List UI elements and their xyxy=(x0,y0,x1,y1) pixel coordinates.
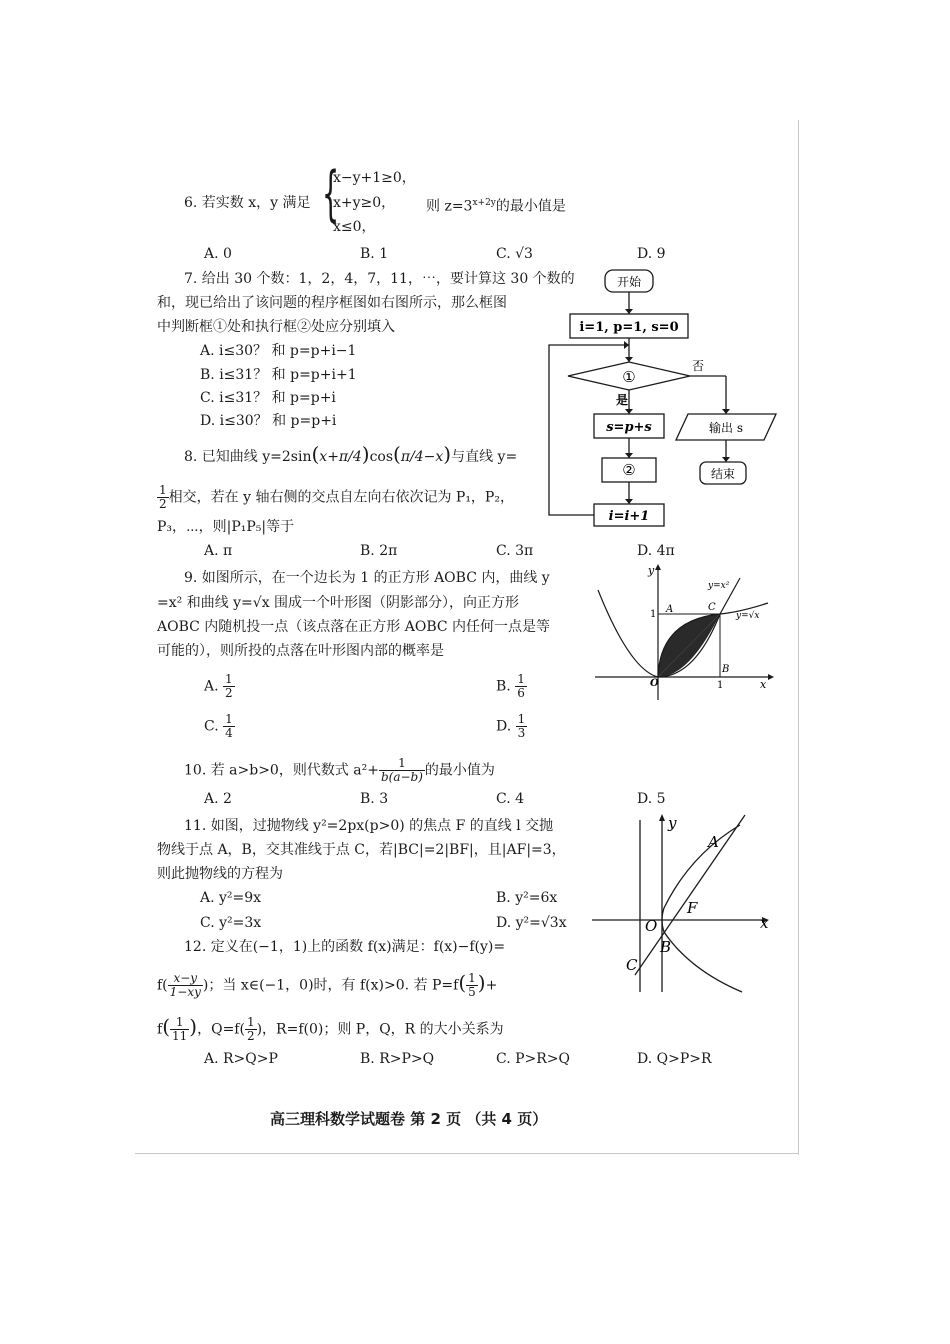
q8-option-d: D. 4π xyxy=(637,543,675,559)
q7-option-b: B. i≤31？ 和 p=p+i+1 xyxy=(200,367,357,383)
q9-option-b-num: 1 xyxy=(517,672,525,686)
q7-line-3: 中判断框①处和执行框②处应分别填入 xyxy=(157,319,395,335)
q12-f-num: 1 xyxy=(170,1016,189,1030)
page-edge xyxy=(798,120,799,1155)
flowchart-init-label: i=1, p=1, s=0 xyxy=(579,320,679,335)
q9-option-c-label: C. xyxy=(204,718,219,735)
q8-line-1b: cos xyxy=(369,449,394,465)
q11-line-1: 11. 如图，过抛物线 y²=2px(p>0) 的焦点 F 的直线 l 交抛 xyxy=(184,818,554,834)
q11-option-d: D. y²=√3x xyxy=(496,915,567,931)
q9-option-d-num: 1 xyxy=(517,712,526,726)
q12-line-2: f( $\frac{x-y}{1-xy}$ )；当 x∈(−1，0)时，有 f(x)>0. 若 P=f( $\frac{1}{5}$ )+ xyxy=(157,970,498,999)
line-l xyxy=(635,815,745,975)
flowchart-no-label: 否 xyxy=(692,359,705,373)
flowchart-yes-label: 是 xyxy=(616,393,629,407)
q9-option-b-label: B. xyxy=(496,678,511,695)
q6-option-c: C. √3 xyxy=(496,246,533,262)
q12-frac-den: 1−xy xyxy=(169,985,201,999)
q6-option-a: A. 0 xyxy=(204,246,232,262)
q12-line-3b: ，Q=f( xyxy=(197,1021,245,1038)
parabola-curve xyxy=(662,825,742,992)
flowchart-output-label: 输出 s xyxy=(709,421,743,435)
flowchart-cond-label: ① xyxy=(622,368,636,386)
leaf-graph-curve1-label: y=x² xyxy=(708,581,730,591)
q12-line-2c: + xyxy=(485,977,498,994)
q12-line-3: f( $\frac{1}{11}$ )，Q=f( $\frac{1}{2}$ )，R=f(0)；则 P，Q，R 的大小关系为 xyxy=(157,1014,504,1043)
page-edge xyxy=(135,1153,799,1154)
leaf-graph-curve2-label: y=√x xyxy=(736,611,760,621)
q12-p-num: 1 xyxy=(468,971,476,985)
q9-option-b-den: 6 xyxy=(517,686,525,700)
q10-frac-den: b(a−b) xyxy=(380,770,423,784)
q6-constraint-2: x+y≥0， xyxy=(333,195,396,211)
q12-frac-num: x−y xyxy=(168,972,203,986)
q10-tail: 的最小值为 xyxy=(424,762,495,779)
q10-line xyxy=(184,757,495,784)
leaf-graph xyxy=(590,560,780,705)
leaf-graph-y-label: y xyxy=(648,564,655,577)
flowchart-sum-label: s=p+s xyxy=(606,420,652,435)
q9-line-3: AOBC 内随机投一点（该点落在正方形 AOBC 内任何一点是等 xyxy=(157,619,551,635)
q7-option-d: D. i≤30？ 和 p=p+i xyxy=(200,413,337,429)
q9-option-c-den: 4 xyxy=(225,726,233,740)
q11-line-2: 物线于点 A，B，交其准线于点 C，若|BC|=2|BF|，且|AF|=3， xyxy=(157,842,566,858)
q12-option-a: A. R>Q>P xyxy=(204,1051,278,1067)
q11-option-a: A. y²=9x xyxy=(200,890,262,906)
q9-option-c-num: 1 xyxy=(225,712,233,726)
q6-tail2: 的最小值是 xyxy=(495,198,566,215)
q6-constraint-3: x≤0， xyxy=(333,219,376,235)
q12-f-den: 11 xyxy=(172,1029,188,1043)
q10-frac-num: 1 xyxy=(379,757,425,771)
q9-option-d xyxy=(496,713,527,740)
q6-constraint-1: x−y+1≥0， xyxy=(333,170,416,186)
q10-option-b: B. 3 xyxy=(360,791,389,807)
q6-stem: 6. 若实数 x，y 满足 xyxy=(184,195,311,211)
q12-option-c: C. P>R>Q xyxy=(496,1051,571,1067)
q6-brace: { xyxy=(322,159,340,229)
leaf-graph-point-a: A xyxy=(666,604,674,615)
q8-arg-1: x+π/4 xyxy=(319,449,362,465)
q9-option-a-den: 2 xyxy=(225,686,233,700)
q11-option-b: B. y²=6x xyxy=(496,890,558,906)
q6-tail: 则 z=3 xyxy=(426,198,473,215)
q8-line-1c: 与直线 y= xyxy=(451,449,518,465)
q11-option-c: C. y²=3x xyxy=(200,915,262,931)
q7-line-2: 和，现已给出了该问题的程序框图如右图所示，那么框图 xyxy=(157,295,507,311)
leaf-graph-x-label: x xyxy=(760,678,767,691)
q8-half-num: 1 xyxy=(159,483,167,497)
q6-objective xyxy=(426,194,566,216)
q12-option-b: B. R>P>Q xyxy=(360,1051,435,1067)
leaf-graph-one-y: 1 xyxy=(650,609,657,620)
q12-q-den: 2 xyxy=(246,1029,255,1043)
q9-line-2: =x² 和曲线 y=√x 围成一个叶形图（阴影部分），向正方形 xyxy=(157,595,520,611)
q9-line-4: 可能的），则所投的点落在叶形图内部的概率是 xyxy=(157,643,444,659)
q12-option-d: D. Q>P>R xyxy=(637,1051,712,1067)
q8-option-a: A. π xyxy=(204,543,233,559)
q7-option-a: A. i≤30？ 和 p=p+i−1 xyxy=(200,343,357,359)
q7-line-1: 7. 给出 30 个数：1，2，4，7，11，⋯，要计算这 30 个数的 xyxy=(184,271,575,287)
leaf-graph-one-x: 1 xyxy=(717,680,724,691)
flowchart xyxy=(540,262,790,530)
q8-half-den: 2 xyxy=(159,497,167,511)
q9-line-1: 9. 如图所示，在一个边长为 1 的正方形 AOBC 内，曲线 y xyxy=(184,570,550,586)
q8-option-b: B. 2π xyxy=(360,543,398,559)
q12-p-den: 5 xyxy=(468,985,476,999)
flowchart-inc-label: i=i+1 xyxy=(608,509,650,524)
q8-line-2 xyxy=(157,484,514,511)
q10-option-d: D. 5 xyxy=(637,791,666,807)
leaf-graph-origin-label: O xyxy=(650,678,659,689)
q12-line-3c: )，R=f(0)；则 P，Q，R 的大小关系为 xyxy=(256,1021,504,1038)
q9-option-a-num: 1 xyxy=(225,672,233,686)
q12-line-2b: )；当 x∈(−1，0)时，有 f(x)>0. 若 P=f xyxy=(202,977,459,994)
q9-option-b xyxy=(496,673,527,700)
q6-option-d: D. 9 xyxy=(637,246,666,262)
q8-line-3: P₃，⋯，则|P₁P₅|等于 xyxy=(157,519,295,535)
q10-option-c: C. 4 xyxy=(496,791,525,807)
q12-line-3a: f xyxy=(157,1021,163,1038)
q9-option-c xyxy=(204,713,235,740)
q12-line-2a: f( xyxy=(157,977,168,994)
q9-option-a xyxy=(204,673,235,700)
parabola-graph xyxy=(590,810,780,995)
q7-option-c: C. i≤31？ 和 p=p+i xyxy=(200,390,336,406)
q10-option-a: A. 2 xyxy=(204,791,232,807)
parabola-graph-point-c: C xyxy=(626,956,638,974)
q6-exponent: x+2y xyxy=(472,198,496,208)
flowchart-end-label: 结束 xyxy=(710,467,736,481)
leaf-graph-point-b: B xyxy=(722,664,730,675)
q8-arg-2: π/4−x xyxy=(400,449,444,465)
q9-option-a-label: A. xyxy=(204,678,219,695)
q8-line-2-text: 相交，若在 y 轴右侧的交点自左向右依次记为 P₁，P₂， xyxy=(168,489,514,506)
q12-line-1: 12. 定义在(−1，1)上的函数 f(x)满足：f(x)−f(y)= xyxy=(184,939,506,955)
q8-option-c: C. 3π xyxy=(496,543,534,559)
parabola-graph-origin-label: O xyxy=(645,917,658,935)
parabola-graph-point-a: A xyxy=(708,833,719,851)
q11-line-3: 则此抛物线的方程为 xyxy=(157,866,283,882)
leaf-graph-point-c: C xyxy=(708,602,716,613)
parabola-graph-point-b: B xyxy=(660,938,672,956)
q8-line-1a: 8. 已知曲线 y=2sin xyxy=(184,449,312,465)
parabola-graph-focus-f: F xyxy=(687,899,698,917)
parabola-graph-y-label: y xyxy=(668,814,677,832)
q8-line-1: 8. 已知曲线 y=2sin(x+π/4)cos(π/4−x)与直线 y= xyxy=(184,442,518,466)
q9-option-d-label: D. xyxy=(496,718,512,735)
q9-option-d-den: 3 xyxy=(517,726,526,740)
q6-option-b: B. 1 xyxy=(360,246,389,262)
parabola-graph-x-label: x xyxy=(760,914,769,932)
flowchart-start-label: 开始 xyxy=(616,275,642,289)
q10-stem: 10. 若 a>b>0，则代数式 a²+ xyxy=(184,762,379,779)
page-footer: 高三理科数学试题卷 第 2 页 （共 4 页） xyxy=(270,1110,548,1128)
q12-q-num: 1 xyxy=(246,1015,255,1029)
flowchart-step2-label: ② xyxy=(622,461,636,479)
